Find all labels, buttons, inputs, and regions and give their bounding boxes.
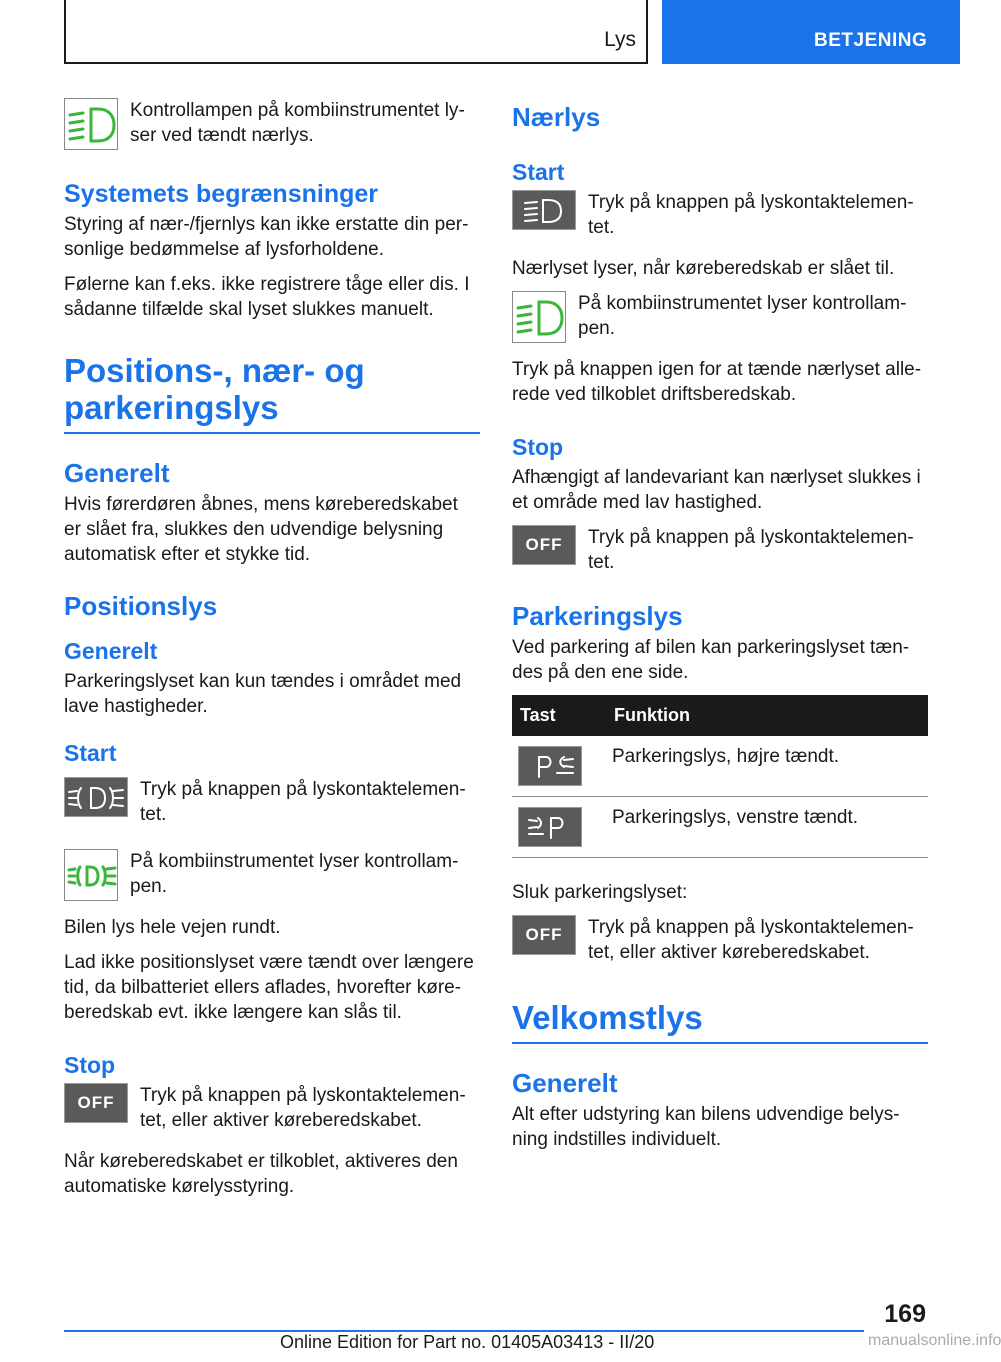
footer-edition: Online Edition for Part no. 01405A03413 - II/20 [280,1332,655,1352]
position-stop-title: Stop [64,1052,116,1078]
position-general-text: Parkeringslyset kan kun tændes i området med lave hastigheder. [64,671,462,717]
low-beam-start-text: Tryk på knappen på lyskontaktelementet. [588,192,914,238]
low-beam-stop-text: Tryk på knappen på lyskontaktelementet. [588,527,914,573]
table-cell-key [512,797,606,858]
position-paragraph-1: Bilen lys hele vejen rundt. [64,917,281,938]
low-beam-indicator-icon [64,98,118,150]
main-title: Positions-, nær- og parkeringslys [64,352,480,434]
low-beam-start-row [512,190,928,240]
side-lights-indicator-icon [64,849,118,901]
welcome-text: Alt efter udstyring kan bilens udvendige belysning indstilles individuelt. [512,1104,900,1150]
section-title: Lys [604,28,636,51]
general-title: Generelt [64,458,170,488]
table-row [512,736,928,797]
low-beam-indicator-text: På kombiinstrumentet lyser kontrollampen. [578,293,907,339]
parking-right-icon [518,746,582,786]
table-row [512,797,928,858]
limits-paragraph-2: Følerne kan f.eks. ikke registrere tåge eller dis. I sådanne tilfælde skal lyset slukkes manuelt. [64,274,470,320]
low-beam-start-title: Start [512,159,565,185]
position-stop-text: Tryk på knappen på lyskontaktelementet, eller aktiver køreberedskabet. [140,1085,466,1131]
parking-off-paragraph: Sluk parkeringslyset: [512,882,688,903]
off-button-icon: OFF [512,525,576,565]
limits-title: Systemets begrænsninger [64,180,378,208]
parking-table [512,695,928,858]
right-column [512,102,928,1162]
left-column [64,98,480,1209]
position-stop-row [64,1083,480,1133]
position-paragraph-2: Lad ikke positionslyset være tændt over længere tid, da bilbatteriet ellers aflades, hvorefter køreberedskab evt. ikke længere kan slås til. [64,952,474,1023]
position-start-row [64,777,480,827]
low-beam-stop-title: Stop [512,434,564,460]
low-beam-indicator-row [512,291,928,343]
low-beam-paragraph-1: Nærlyset lyser, når køreberedskab er slået til. [512,258,895,279]
table-header-key: Tast [512,695,606,736]
welcome-title: Velkomstlys [512,999,928,1044]
side-lights-button-icon [64,777,128,817]
low-beam-stop-paragraph: Afhængigt af landevariant kan nærlyset slukkes i et område med lav hastighed. [512,467,921,513]
position-indicator-text: På kombiinstrumentet lyser kontrollampen. [130,851,459,897]
table-header-function: Funktion [606,695,928,736]
low-beam-indicator-icon [512,291,566,343]
parking-off-text: Tryk på knappen på lyskontaktelementet, eller aktiver køreberedskabet. [588,917,914,963]
table-header-row [512,695,928,736]
welcome-general-title: Generelt [512,1068,618,1098]
off-button-icon: OFF [64,1083,128,1123]
off-button-icon: OFF [512,915,576,955]
position-stop-paragraph: Når køreberedskabet er tilkoblet, aktiveres den automatiske kørelysstyring. [64,1151,458,1197]
parking-left-icon [518,807,582,847]
parking-paragraph: Ved parkering af bilen kan parkeringslyset tændes på den ene side. [512,637,910,683]
limits-paragraph-1: Styring af nær-/fjernlys kan ikke erstatte din personlige bedømmelse af lysforholdene. [64,214,469,260]
page-number: 169 [884,1300,926,1328]
parking-off-row [512,915,928,965]
footer-site: manualsonline.info [868,1332,1001,1349]
intro-row [64,98,480,150]
general-text: Hvis førerdøren åbnes, mens køreberedskabet er slået fra, slukkes den udvendige belysning automatisk efter et stykke tid. [64,494,458,565]
position-start-text: Tryk på knappen på lyskontaktelementet. [140,779,466,825]
position-start-title: Start [64,740,117,766]
low-beam-title: Nærlys [512,102,601,132]
low-beam-button-icon [512,190,576,230]
chapter-tab [662,0,960,64]
table-cell-function: Parkeringslys, højre tændt. [606,736,928,797]
table-cell-key [512,736,606,797]
low-beam-stop-row [512,525,928,575]
position-lights-title: Positionslys [64,591,218,621]
table-cell-function: Parkeringslys, venstre tændt. [606,797,928,858]
chapter-title: BETJENING [814,30,928,51]
position-general-title: Generelt [64,638,158,664]
low-beam-paragraph-2: Tryk på knappen igen for at tænde nærlyset allerede ved tilkoblet driftsberedskab. [512,359,922,405]
parking-lights-title: Parkeringslys [512,601,683,631]
intro-text: Kontrollampen på kombiinstrumentet lyser ved tændt nærlys. [130,100,465,146]
position-indicator-row [64,849,480,901]
